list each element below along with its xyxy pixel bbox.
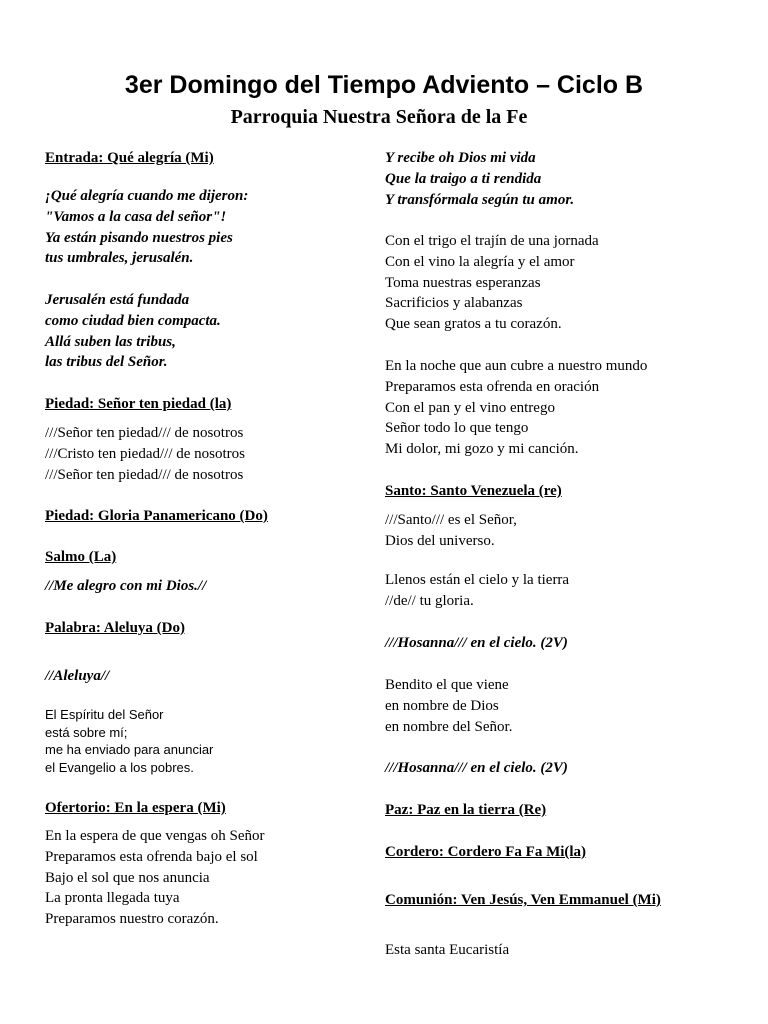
piedad-lines (45, 423, 245, 485)
entrada-verse-2 (45, 290, 221, 373)
verse-line: Allá suben las tribus, (45, 333, 176, 350)
ofertorio-heading: Ofertorio: En la espera (Mi) (45, 800, 226, 816)
verse-line: Dios del universo. (385, 532, 495, 549)
verse-line: Con el pan y el vino entrego (385, 399, 555, 416)
santo-verse-1 (385, 510, 517, 552)
verse-line: Ya están pisando nuestros pies (45, 229, 233, 246)
hosanna-line-2: ///Hosanna/// en el cielo. (2V) (385, 760, 568, 776)
salmo-response: //Me alegro con mi Dios.// (45, 578, 207, 594)
verse-line: //de// tu gloria. (385, 592, 474, 609)
verse-line: ///Señor ten piedad/// de nosotros (45, 425, 244, 441)
verse-line: Jerusalén está fundada (45, 292, 190, 308)
verse-line: Señor todo lo que tengo (385, 420, 529, 437)
entrada-heading: Entrada: Qué alegría (Mi) (45, 150, 214, 166)
verse-line: Con el trigo el trajín de una jornada (385, 233, 599, 249)
verse-line: ///Cristo ten piedad/// de nosotros (45, 445, 245, 462)
verse-line: En la noche que aun cubre a nuestro mundo (385, 358, 648, 374)
verse-line: Llenos están el cielo y la tierra (385, 572, 570, 588)
verse-line: Preparamos esta ofrenda en oración (385, 378, 600, 395)
verse-line: ¡Qué alegría cuando me dijeron: (45, 188, 249, 204)
gloria-heading: Piedad: Gloria Panamericano (Do) (45, 508, 268, 524)
verse-line: Mi dolor, mi gozo y mi canción. (385, 441, 579, 458)
verse-line: ///Santo/// es el Señor, (385, 512, 517, 528)
verse-line: como ciudad bien compacta. (45, 312, 221, 329)
verse-line: Preparamos nuestro corazón. (45, 911, 219, 928)
verse-line: Que la traigo a ti rendida (385, 170, 542, 187)
verse-line: ///Señor ten piedad/// de nosotros (45, 466, 244, 483)
verse-line: La pronta llegada tuya (45, 890, 180, 907)
paz-heading: Paz: Paz en la tierra (Re) (385, 802, 547, 818)
salmo-heading: Salmo (La) (45, 549, 117, 565)
verse-line: Y recibe oh Dios mi vida (385, 150, 536, 166)
verse-line: Que sean gratos a tu corazón. (385, 316, 562, 333)
aleluya-line: //Aleluya// (45, 668, 110, 684)
ofertorio-verse-2 (385, 356, 647, 460)
verse-line: tus umbrales, jerusalén. (45, 250, 194, 267)
santo-verse-3 (385, 675, 512, 737)
verse-line: "Vamos a la casa del señor"! (45, 208, 227, 225)
verse-line: En la espera de que vengas oh Señor (45, 828, 265, 844)
palabra-verse (45, 706, 213, 776)
piedad-heading: Piedad: Señor ten piedad (la) (45, 396, 232, 412)
verse-line: Toma nuestras esperanzas (385, 274, 541, 291)
ofertorio-lines (45, 826, 265, 930)
comunion-heading: Comunión: Ven Jesús, Ven Emmanuel (Mi) (385, 892, 661, 908)
palabra-heading: Palabra: Aleluya (Do) (45, 620, 185, 636)
entrada-verse-1 (45, 186, 248, 269)
page-subtitle: Parroquia Nuestra Señora de la Fe (230, 106, 528, 128)
ofertorio-verse-1 (385, 231, 599, 335)
cordero-heading: Cordero: Cordero Fa Fa Mi(la) (385, 844, 587, 860)
comunion-line: Esta santa Eucaristía (385, 942, 510, 958)
verse-line: Sacrificios y alabanzas (385, 295, 523, 312)
verse-line: en nombre de Dios (385, 697, 499, 714)
verse-line: Bajo el sol que nos anuncia (45, 869, 210, 886)
verse-line: las tribus del Señor. (45, 354, 168, 371)
verse-line: Bendito el que viene (385, 677, 509, 693)
page-title: 3er Domingo del Tiempo Adviento – Ciclo B (124, 71, 644, 99)
verse-line: Con el vino la alegría y el amor (385, 253, 575, 270)
verse-line: Y transfórmala según tu amor. (385, 191, 575, 208)
ofertorio-chorus (385, 148, 574, 210)
hosanna-line-1: ///Hosanna/// en el cielo. (2V) (385, 635, 568, 651)
santo-heading: Santo: Santo Venezuela (re) (385, 483, 562, 499)
verse-line: El Espíritu del Señor (45, 707, 164, 722)
verse-line: está sobre mí; (45, 724, 128, 740)
verse-line: me ha enviado para anunciar (45, 742, 214, 758)
verse-line: el Evangelio a los pobres. (45, 759, 194, 775)
santo-verse-2 (385, 570, 569, 612)
verse-line: en nombre del Señor. (385, 718, 513, 735)
verse-line: Preparamos esta ofrenda bajo el sol (45, 848, 258, 865)
